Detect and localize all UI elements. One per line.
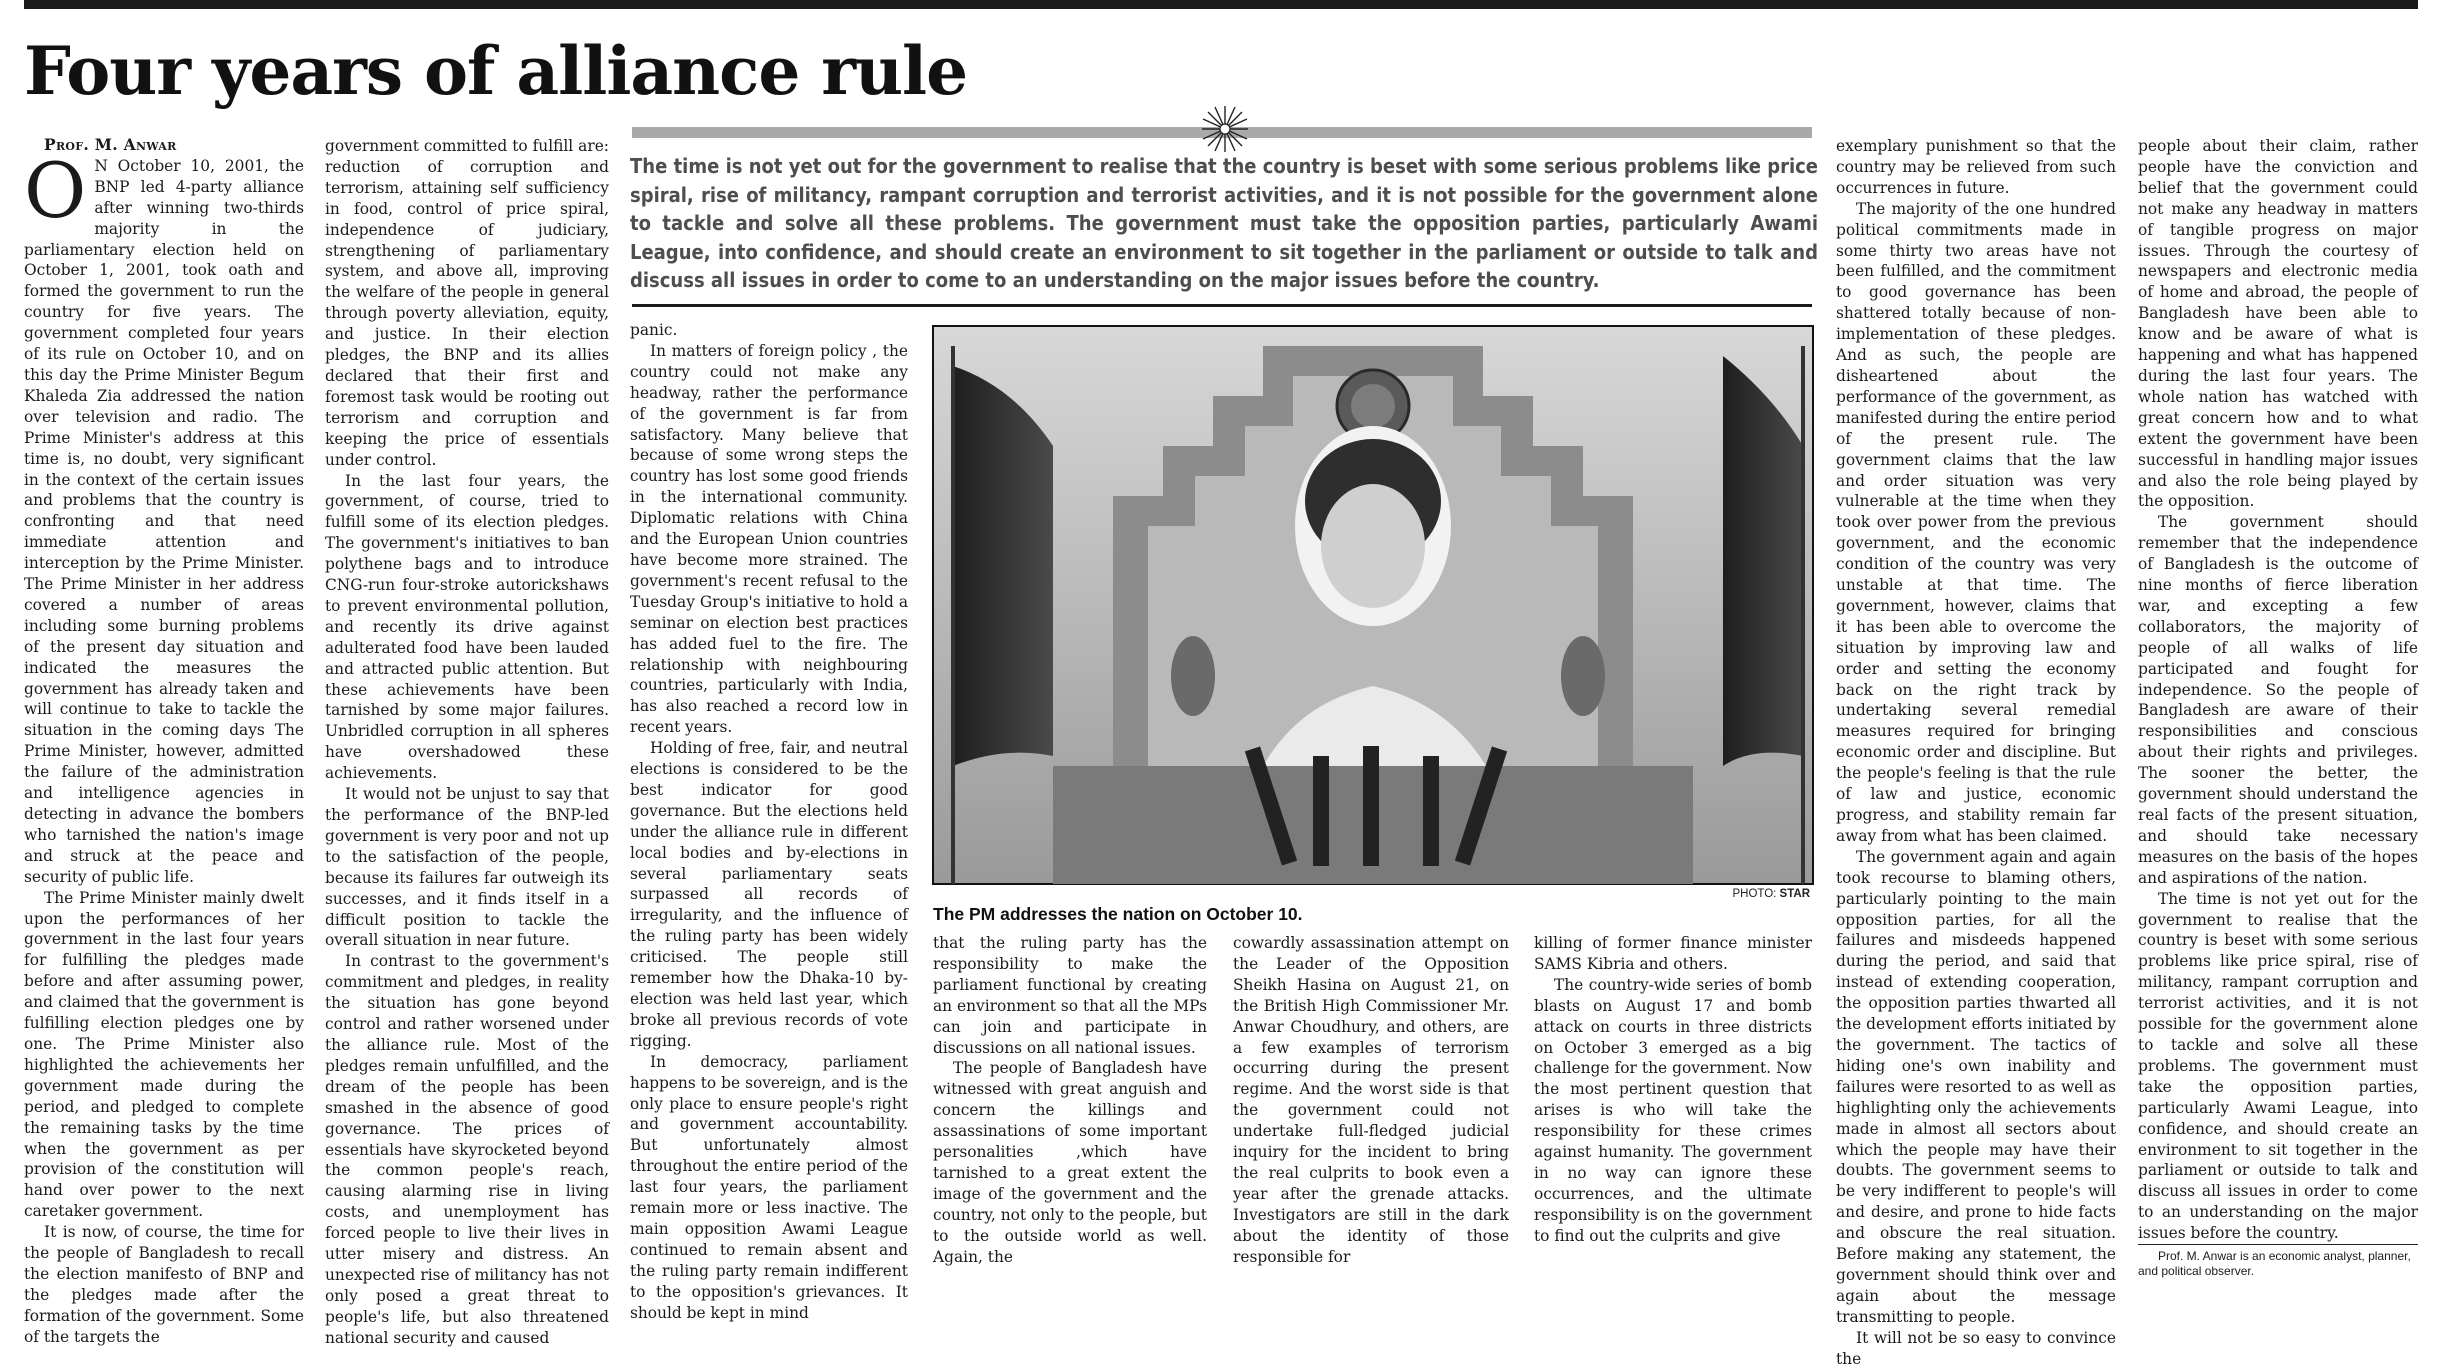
- pull-quote-bottom-rule: [632, 304, 1812, 307]
- article-paragraph: The majority of the one hundred political commitments made in some thirty two areas have not been fulfilled, and the commitment to good governance has been shattered totally because of non-implementation of these pledges. And as such, the people are disheartened about the performance of the government, as manifested during the entire period of the present rule. The government claims that the law and order situation was very vulnerable at the time when they took over power from the previous government, and the economic condition of the country was very unstable at that time. The government, however, claims that it has been able to overcome the situation by improving law and order and setting the economy back on the right track by undertaking several remedial measures required for bringing economic order and discipline. But the people's feeling is that the rule of law and justice, economic progress, and stability remain far away from what has been claimed.: [1836, 199, 2116, 845]
- paragraph-text: N October 10, 2001, the BNP led 4-party alliance after winning two-thirds majority in the parliamentary election held on October 1, 2001, took oath and formed the government to run the country for five years. The government completed four years of its rule on October 10, and on this day the Prime Minister Begum Khaleda Zia addressed the nation over television and radio. The Prime Minister's address at this time is, no doubt, very significant in the context of the certain issues and problems that the country is confronting and that need immediate attention and interception by the Prime Minister. The Prime Minister in her address covered a number of areas including some burning problems of the present day situation and indicated the measures the government has already taken and will continue to take to tackle the situation in the coming days The Prime Minister, however, admitted the failure of the administration and intelligence agencies in detecting in advance the bombers who tarnished the nation's image and struck at the peace and security of public life.: [24, 156, 304, 886]
- photo-credit-source: STAR: [1779, 888, 1810, 900]
- article-paragraph: It is now, of course, the time for the people of Bangladesh to recall the election manifesto of BNP and the pledges made after the formation of the government. Some of the targets the: [24, 1223, 304, 1346]
- article-paragraph: panic.: [630, 321, 678, 339]
- pull-quote: The time is not yet out for the government to realise that the country is beset with some serious problems like price spiral, rise of militancy, rampant corruption and terrorist activities, and it is not possible for the government alone to tackle and solve all these problems. The government must take the opposition parties, particularly Awami League, into confidence, and should create an environment to sit together in the parliament or outside to talk and discuss all issues in order to come to an understanding on the major issues before the country.: [630, 154, 1818, 292]
- article-column-1: [24, 135, 304, 1346]
- photo-caption: The PM addresses the nation on October 10.: [933, 904, 1303, 924]
- article-paragraph: people about their claim, rather people have the conviction and belief that the government could not make any headway in matters of tangible progress on major issues. Through the courtesy of newspapers and electronic media of home and abroad, the people of Bangladesh have been able to know and be aware of what is happening and what has happened during the last four years. The whole nation has watched with great concern how and to what extent the government have been successful in handling major issues and also the role being played by the opposition.: [2138, 137, 2418, 511]
- press-photo: [933, 326, 1813, 884]
- article-paragraph: In the last four years, the government, of course, tried to fulfill some of its election pledges. The government's initiatives to ban polythene bags and to introduce CNG-run four-stroke autorickshaws to prevent environmental pollution, and recently its drive against adulterated food have been lauded and attracted public attention. But these achievements have been tarnished by some major failures. Unbridled corruption in all spheres have overshadowed these achievements.: [325, 471, 609, 783]
- article-paragraph: In matters of foreign policy , the country could not make any headway, rather the performance of the government is far from satisfactory. Many believe that because of some wrong steps the country has lost some good friends in the international community. Diplomatic relations with China and the European Union countries have become more strained. The government's recent refusal to the Tuesday Group's initiative to hold a seminar on election best practices has added fuel to the fire. The relationship with neighbouring countries, particularly with India, has also reached a record low in recent years.: [630, 341, 908, 737]
- article-column-3: [630, 320, 908, 1322]
- article-paragraph: The Prime Minister mainly dwelt upon the performances of her government in the last four years for fulfilling the pledges made before and after assuming power, and claimed that the government is fulfilling election pledges one by one. The Prime Minister also highlighted the achievements her government made during the period, and pledged to complete the remaining tasks by the time when the government as per provision of the constitution will hand over power to the next caretaker government.: [24, 888, 304, 1221]
- article-paragraph: It will not be so easy to convince the: [1836, 1328, 2116, 1368]
- article-paragraph: that the ruling party has the responsibility to make the parliament functional by creating an environment so that all the MPs can join and participate in discussions on all national issues.: [933, 934, 1207, 1057]
- headline: Four years of alliance rule: [24, 32, 968, 110]
- photo-credit: [1650, 888, 1810, 900]
- article-paragraph: killing of former finance minister SAMS Kibria and others.: [1534, 934, 1812, 973]
- article-paragraph: The time is not yet out for the government to realise that the country is beset with some serious problems like price spiral, rise of militancy, rampant corruption and terrorist activities, and it is not possible for the government alone to tackle and solve all these problems. The government must take the opposition parties, particularly Awami League, into confidence, and should create an environment to sit together in the parliament or outside to talk and discuss all issues in order to come to an understanding on the major issues before the country.: [2138, 889, 2418, 1243]
- article-column-6: [1534, 933, 1812, 1245]
- article-paragraph: exemplary punishment so that the country may be relieved from such occurrences in future.: [1836, 137, 2116, 197]
- article-column-5: [1233, 933, 1509, 1266]
- article-paragraph: It would not be unjust to say that the performance of the BNP-led government is very poor and not up to the satisfaction of the people, because its failures far outweigh its successes, and it finds itself in a difficult position to tackle the overall situation in near future.: [325, 785, 609, 950]
- article-column-8: [2138, 136, 2418, 1278]
- author-bio: Prof. M. Anwar is an economic analyst, planner, and political observer.: [2138, 1244, 2418, 1278]
- article-paragraph: Holding of free, fair, and neutral elections is considered to be the best indicator for good governance. But the elections held under the alliance rule in different local bodies and by-elections in several parliamentary seats surpassed all records of irregularity, and the influence of the ruling party has been widely criticised. The people still remember how the Dhaka-10 by-election was held last year, which broke all previous records of vote rigging.: [630, 739, 908, 1050]
- article-paragraph: The country-wide series of bomb blasts on August 17 and bomb attack on courts in three districts on October 3 emerged as a big challenge for the government. Now the most pertinent question that arises is who will take the responsibility for these crimes against humanity. The government in no way can ignore these occurrences, and the ultimate responsibility is on the government to find out the culprits and give: [1534, 975, 1812, 1245]
- byline: Prof. M. Anwar: [44, 135, 177, 154]
- article-paragraph: government committed to fulfill are: reduction of corruption and terrorism, attaining self sufficiency in food, control of price spiral, independence of judiciary, strengthening of parliamentary system, and above all, improving the welfare of the people in general through poverty alleviation, equity, and justice. In their election pledges, the BNP and its allies declared that their first and foremost task would be rooting out terrorism and corruption and keeping the price of essentials under control.: [325, 137, 609, 469]
- drop-cap: O: [24, 145, 87, 235]
- top-rule: [24, 0, 2418, 9]
- article-paragraph: [24, 145, 304, 888]
- photo-credit-label: PHOTO:: [1732, 888, 1780, 900]
- article-column-7: [1836, 136, 2116, 1368]
- article-paragraph: The government should remember that the independence of Bangladesh is the outcome of nine months of fierce liberation war, and excepting a few collaborators, the majority of people of all walks of life participated and fought for independence. So the people of Bangladesh are aware of their responsibilities and conscious about their rights and privileges. The sooner the better, the government should understand the real facts of the present situation, and should take necessary measures on the basis of the hopes and aspirations of the nation.: [2138, 513, 2418, 887]
- article-paragraph: In democracy, parliament happens to be sovereign, and is the only place to ensure people's right and government accountability. But unfortunately almost throughout the entire period of the last four years, the parliament remain more or less inactive. The main opposition Awami League continued to remain absent and the ruling party remain indifferent to the opposition's grievances. It should be kept in mind: [630, 1052, 908, 1322]
- starburst-ornament: [1200, 104, 1250, 154]
- article-column-4: [933, 933, 1207, 1266]
- article-column-2: [325, 136, 609, 1347]
- article-paragraph: The people of Bangladesh have witnessed with great anguish and concern the killings and assassinations of some important personalities ,which have tarnished to a great extent the image of the government and the country, not only to the people, but to the outside world as well. Again, the: [933, 1059, 1207, 1266]
- article-paragraph: The government again and again took recourse to blaming others, particularly pointing to the main opposition parties, for all the failures and misdeeds happened during the period, and said that instead of extending cooperation, the opposition parties thwarted all the development efforts initiated by the government. The tactics of hiding one's own inability and failures were resorted to as well as highlighting only the achievements made in almost all sectors about which the people may have their doubts. The government seems to be very indifferent to people's will and desire, and prone to hide facts and obscure the real situation. Before making any statement, the government should think over and again about the message transmitting to people.: [1836, 847, 2116, 1326]
- article-paragraph: In contrast to the government's commitment and pledges, in reality the situation has gone beyond control and rather worsened under the alliance rule. Most of the pledges remain unfulfilled, and the dream of the people has been smashed in the absence of good governance. The prices of essentials have skyrocketed beyond the common people's reach, causing alarming rise in living costs, and unemployment has forced people to live their lives in utter misery and distress. An unexpected rise of militancy has not only posed a great threat to people's life, but also threatened national security and caused: [325, 952, 609, 1347]
- article-paragraph: cowardly assassination attempt on the Leader of the Opposition Sheikh Hasina on August 21, on the British High Commissioner Mr. Anwar Choudhury, and others, are a few examples of terrorism occurring during the present regime. And the worst side is that the government could not undertake full-fledged judicial inquiry for the incident to bring the real culprits to book even a year after the grenade attacks. Investigators are still in the dark about the identity of those responsible for: [1233, 934, 1509, 1266]
